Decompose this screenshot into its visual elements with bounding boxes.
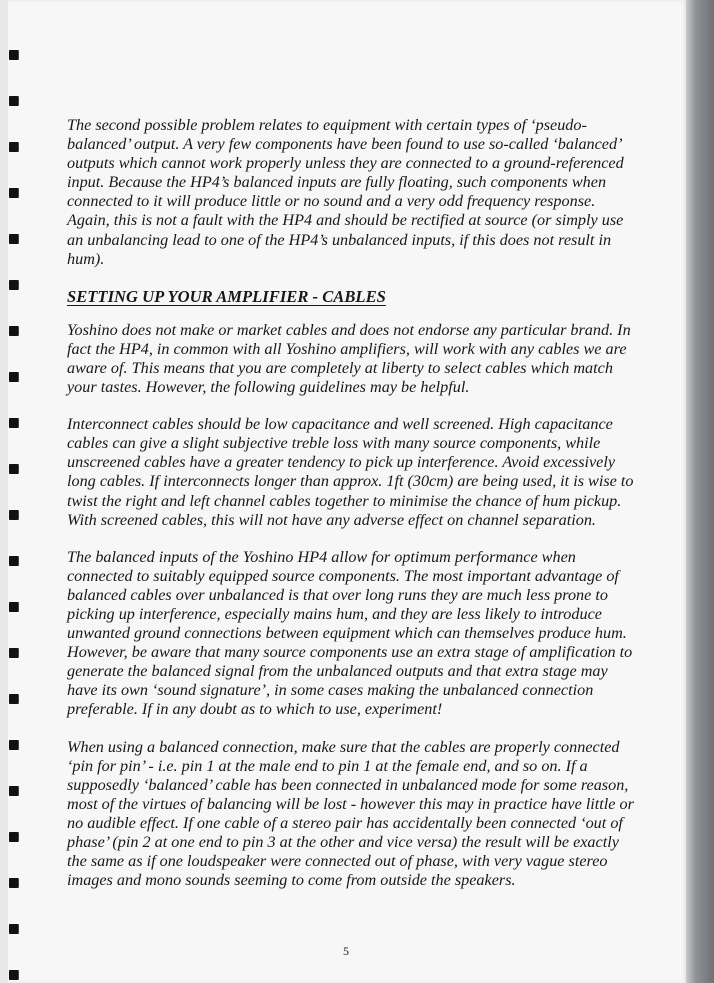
binding-hole <box>9 832 18 842</box>
binding-hole <box>9 970 18 980</box>
binding-hole <box>9 50 18 60</box>
binding-hole <box>9 464 18 474</box>
paragraph-balanced-inputs: The balanced inputs of the Yoshino HP4 allow for optimum performance when connected to suitably equipped source components. The most important advantage of balanced cables over unbalanced is that over long runs they are much less prone to picking up interference, especially mains hum, and they are less likely to introduce unwanted ground connections between equipment which can themselves produce hum. However, be aware that many source components use an extra stage of amplification to generate the balanced signal from the unbalanced outputs and that extra stage may have its own ‘sound signature’, in some cases making the unbalanced connection preferable. If in any doubt as to which to use, experiment! <box>67 547 633 719</box>
page-content <box>67 116 641 908</box>
paragraph-balanced-connection: When using a balanced connection, make sure that the cables are properly connected ‘pin for pin’ - i.e. pin 1 at the male end to pin 1 at the female end, and so on. If a supposedly ‘balanced’ cable has been connected in unbalanced mode for some reason, most of the virtues of balancing will be lost - however this may in practice have little or no audible effect. If one cable of a stereo pair has accidentally been connected ‘out of phase’ (pin 2 at one end to pin 3 at the other and vice versa) the result will be exactly the same as if one loudspeaker were connected out of phase, with very vague stereo images and mono sounds seeming to come from outside the speakers. <box>67 737 634 890</box>
document-page <box>8 0 686 983</box>
binding-hole <box>9 372 18 382</box>
page-number: 5 <box>343 944 349 958</box>
binding-hole <box>9 602 18 612</box>
binding-hole <box>9 648 18 658</box>
binding-hole <box>9 740 18 750</box>
binding-hole <box>9 924 18 934</box>
binding-hole <box>9 786 18 796</box>
paragraph-interconnect-cables: Interconnect cables should be low capacitance and well screened. High capacitance cables can give a slight subjective treble loss with many source components, while unscreened cables have a greater tendency to pick up interference. Avoid excessively long cables. If interconnects longer than approx. 1ft (30cm) are being used, it is wise to twist the right and left channel cables together to minimise the chance of hum pickup. With screened cables, this will not have any adverse effect on channel separation. <box>67 415 634 529</box>
paragraph-pseudo-balanced: The second possible problem relates to equipment with certain types of ‘pseudo-balanced’ output. A very few components have been found to use so-called ‘balanced’ outputs which cannot work properly unless they are connected to a ground-referenced input. Because the HP4’s balanced inputs are fully floating, such components when connected to it will produce little or no sound and a very odd frequency response. Again, this is not a fault with the HP4 and should be rectified at source (or simply use an unbalancing lead to one of the HP4’s unbalanced inputs, if this does not result in hum). <box>67 116 624 268</box>
binding-hole <box>9 234 18 244</box>
spiral-binding <box>8 0 26 983</box>
binding-hole <box>9 694 18 704</box>
binding-hole <box>9 418 18 428</box>
binding-hole <box>9 96 18 106</box>
binding-hole <box>9 510 18 520</box>
binding-hole <box>9 556 18 566</box>
binding-hole <box>9 188 18 198</box>
paragraph-cables-brand: Yoshino does not make or market cables and does not endorse any particular brand. In fact the HP4, in common with all Yoshino amplifiers, will work with any cables we are aware of. This means that you are completely at liberty to select cables which match your tastes. However, the following guidelines may be helpful. <box>67 320 631 397</box>
binding-hole <box>9 280 18 290</box>
scan-edge-right <box>686 0 714 983</box>
binding-hole <box>9 878 18 888</box>
scan-edge-left <box>0 0 8 983</box>
binding-hole <box>9 326 18 336</box>
section-heading: SETTING UP YOUR AMPLIFIER - CABLES <box>67 286 386 306</box>
binding-hole <box>9 142 18 152</box>
